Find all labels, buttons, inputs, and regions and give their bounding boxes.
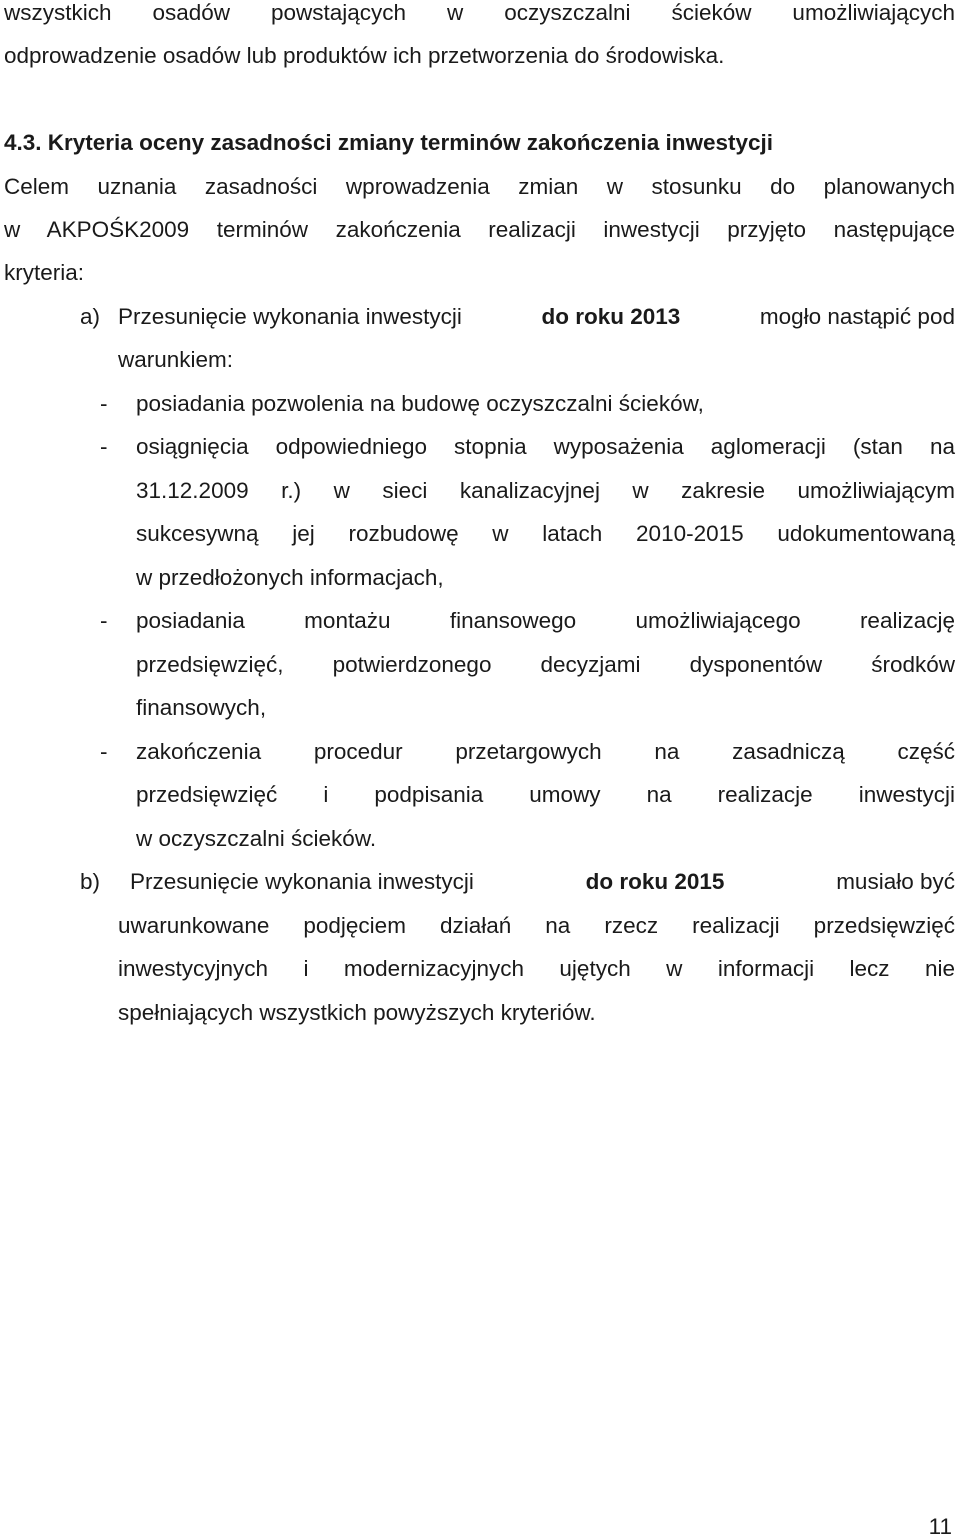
bullet-4-line-3: w oczyszczalni ścieków. xyxy=(136,826,377,851)
bullet-3-line-1: posiadania montażu finansowego umożliwiającego realizację xyxy=(136,608,955,633)
item-a-text-pre: Przesunięcie wykonania inwestycji xyxy=(118,304,462,329)
item-b-deadline: do roku 2015 xyxy=(585,869,725,894)
bullet-4-line-2: przedsięwzięć i podpisania umowy na realizacje inwestycji xyxy=(136,782,955,807)
page-number: 11 xyxy=(928,1514,952,1539)
section-paragraph-line-2: w AKPOŚK2009 terminów zakończenia realizacji inwestycji przyjęto następujące xyxy=(4,217,955,242)
item-b-line-2: uwarunkowane podjęciem działań na rzecz realizacji przedsięwzięć xyxy=(118,913,955,938)
item-b-line-3: inwestycyjnych i modernizacyjnych ujętych w informacji lecz nie xyxy=(118,956,955,981)
bullet-3-line-2: przedsięwzięć, potwierdzonego decyzjami dysponentów środków xyxy=(136,652,955,677)
bullet-2-line-4: w przedłożonych informacjach, xyxy=(136,565,444,590)
item-a-text-post: mogło nastąpić pod xyxy=(759,304,955,329)
item-a-line-2: warunkiem: xyxy=(118,347,234,372)
section-paragraph-line-1: Celem uznania zasadności wprowadzenia zmian w stosunku do planowanych xyxy=(4,174,955,199)
bullet-3-line-3: finansowych, xyxy=(136,695,267,720)
dash-marker: - xyxy=(100,391,108,416)
item-b-text-post: musiało być xyxy=(836,869,955,894)
item-b-line-1 xyxy=(130,869,955,895)
dash-marker: - xyxy=(100,739,108,764)
bullet-2-line-1: osiągnięcia odpowiedniego stopnia wyposażenia aglomeracji (stan na xyxy=(136,434,955,459)
item-a-marker: a) xyxy=(80,304,101,329)
item-a-line-1 xyxy=(118,304,955,330)
section-heading: 4.3. Kryteria oceny zasadności zmiany terminów zakończenia inwestycji xyxy=(4,130,774,155)
intro-line-1: wszystkich osadów powstających w oczyszczalni ścieków umożliwiających xyxy=(4,0,955,25)
item-b-text-pre: Przesunięcie wykonania inwestycji xyxy=(130,869,474,894)
item-b-marker: b) xyxy=(80,869,101,894)
dash-marker: - xyxy=(100,434,108,459)
intro-line-2: odprowadzenie osadów lub produktów ich przetworzenia do środowiska. xyxy=(4,43,725,68)
section-paragraph-line-3: kryteria: xyxy=(4,260,85,285)
item-b-line-4: spełniających wszystkich powyższych kryteriów. xyxy=(118,1000,596,1025)
bullet-1: posiadania pozwolenia na budowę oczyszczalni ścieków, xyxy=(136,391,704,416)
bullet-2-line-3: sukcesywną jej rozbudowę w latach 2010-2015 udokumentowaną xyxy=(136,521,955,546)
bullet-2-line-2: 31.12.2009 r.) w sieci kanalizacyjnej w zakresie umożliwiającym xyxy=(136,478,955,503)
dash-marker: - xyxy=(100,608,108,633)
item-a-deadline: do roku 2013 xyxy=(541,304,681,329)
bullet-4-line-1: zakończenia procedur przetargowych na zasadniczą część xyxy=(136,739,955,764)
